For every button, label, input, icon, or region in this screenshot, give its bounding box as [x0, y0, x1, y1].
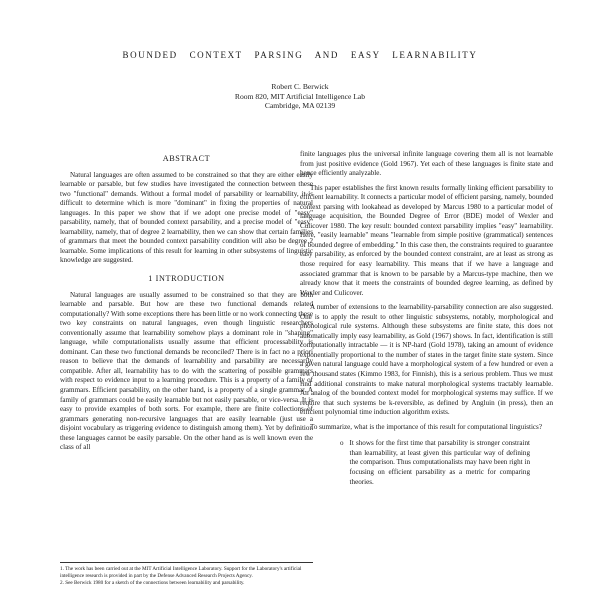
abstract-paragraph: Natural languages are often assumed to be constrained so that they are either easily learnable or parsable, but few studies have investigated the connection between these two "functional" demands. Without a formal model of parsability or learnability, it is difficult to determine which is more "dominant" in fixing the properties of natural languages. In this paper we show that if we adopt one precise model of "easy" parsability, namely, that of bounded context parsability, and a precise model of "easy" learnability, namely, that of degree 2 learnability, then we can show that certain families of grammars that meet the bounded context parsability condition will also be degree 2 learnable. Some implications of this result for learning in other subsystems of linguistic knowledge are suggested.: [60, 170, 313, 265]
bullet-icon: o: [340, 439, 344, 448]
introduction-heading: 1 INTRODUCTION: [148, 274, 225, 284]
body-paragraph-continued: finite languages plus the universal infinite language covering them all is not learnable from just positive evidence (Gold 1967). Yet each of these languages is finite state and hence efficiently analyzable.: [300, 150, 553, 178]
footnotes: [60, 562, 313, 588]
introduction-paragraph: Natural languages are usually assumed to be constrained so that they are both learnable and parsable. But how are these two functional demands related computationally? With some exceptions there has been little or no work connecting these two key constraints on natural languages, even though linguistic researchers conventionally assume that learnability somehow plays a dominant role in "shaping" language, while computationalists usually assume that efficient processability is dominant. Can these two functional demands be reconciled? There is in fact no a priori reason to believe that the demands of learnability and parsability are necessarily compatible. After all, learnability has to do with the scattering of possible grammars with respect to evidence input to a learning procedure. This is a property of a family of grammars. Efficient parsability, on the other hand, is a property of a single grammar. A family of grammars could be easily learnable but not easily parsable, or vice-versa. It is easy to provide examples of both sorts. For example, there are finite collections of grammars generating non-recursive languages that are easily learnable (just use a disjoint vocabulary as triggering evidence to distinguish among them). Yet by definition these languages cannot be easily parsable. On the other hand as is well known even the class of all: [60, 290, 313, 452]
body-paragraph-results: This paper establishes the first known results formally linking efficient parsability to efficient learnability. It connects a particular model of efficient parsing, namely, bounded context parsing with lookahead as developed by Marcus 1980 to a particular model of language acquisition, the Bounded Degree of Error (BDE) model of Wexler and Culicover 1980. The key result: bounded context parsability implies "easy" learnability. Here, "easily learnable" means "learnable from simple positive (grammatical) sentences of bounded degree of embedding." In this case then, the constraints required to guarantee easy parsability, as enforced by the bounded context constraint, are at least as strong as those required for easy learnability. This means that if we have a language and associated grammar that is known to be parsable by a Marcus-type machine, then we already know that it meets the constraints of bounded degree learning, as defined by Wexler and Culicover.: [300, 183, 553, 297]
author-name: Robert C. Berwick: [271, 82, 329, 91]
footnote-1: 1. The work has been carried out at the MIT Artificial Intelligence Laboratory. Support for the Laboratory's artificial intelligence research is provided in part by the Defense Advanced Research Projects Agency.: [60, 566, 302, 579]
right-column: [300, 150, 553, 487]
list-item: [340, 439, 530, 487]
summary-list: [340, 439, 530, 487]
left-column: [60, 150, 313, 458]
body-paragraph-summary: To summarize, what is the importance of this result for computational linguistics?: [310, 422, 542, 431]
author-affiliation: Room 820, MIT Artificial Intelligence Lab: [234, 91, 366, 101]
author-block: [0, 82, 600, 111]
abstract-heading: ABSTRACT: [162, 154, 211, 163]
list-item-text: It shows for the first time that parsability is stronger constraint than learnability, at least given this particular way of defining the comparison. Thus computationalists may have been right in focusing on efficient parsability as a metric for comparing theories.: [349, 439, 530, 486]
footnote-2: 2. See Berwick 1980 for a sketch of the connections between learnability and parsability.: [60, 580, 245, 587]
author-address: Cambridge, MA 02139: [264, 101, 336, 110]
paper-title: BOUNDED CONTEXT PARSING AND EASY LEARNABILITY: [122, 50, 478, 60]
body-paragraph-extensions: A number of extensions to the learnability-parsability connection are also suggested. One is to apply the result to other linguistic subsystems, notably, morphological and phonological rule systems. Although these subsystems are finite state, this does not automatically imply easy learnability, as Gold (1967) shows. In fact, identification is still computationally intractable — it is NP-hard (Gold 1978), taking an amount of evidence exponentially proportional to the number of states in the target finite state system. Since a given natural language could have a morphological system of a few hundred or even a few thousand states (Kimmo 1983, for Finnish), this is a serious problem. Thus we must find additional constraints to make natural morphological systems tractably learnable. An analog of the bounded context model for morphological systems may suffice. If we require that such systems be k-reversible, as defined by Angluin (in press), then an efficient polynomial time induction algorithm exists.: [300, 303, 553, 417]
